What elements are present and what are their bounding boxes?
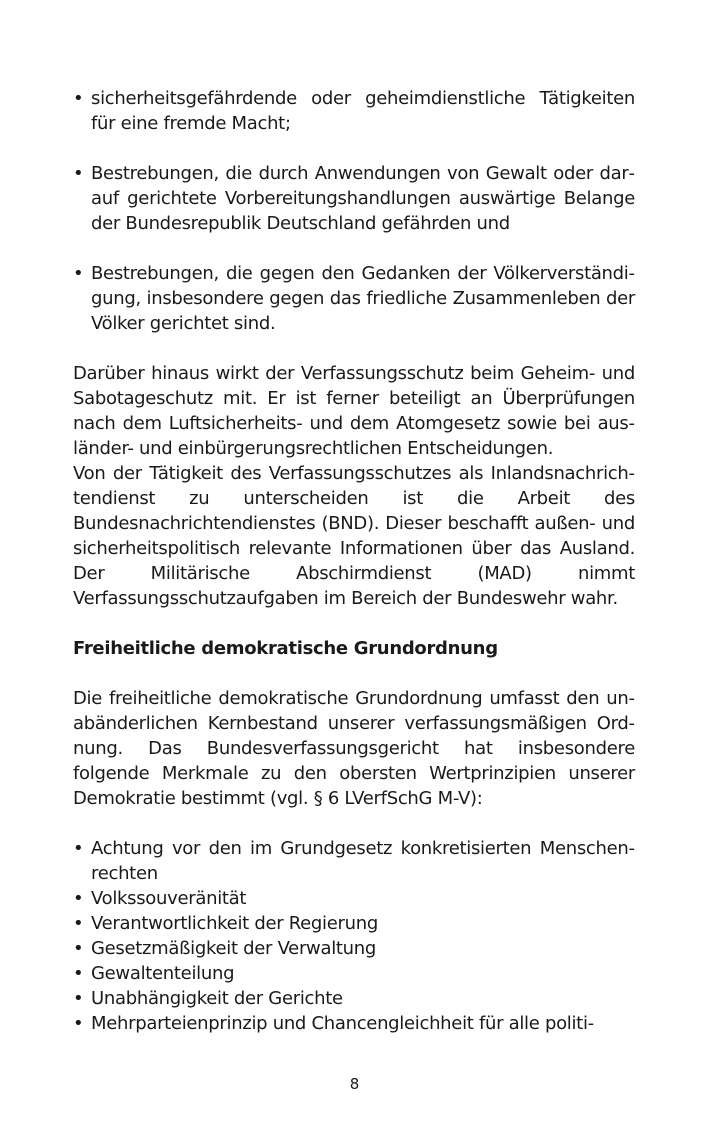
list-item: • Mehrparteienprinzip und Chancengleichheit für alle politi- (73, 1011, 635, 1036)
list-item: • Verantwortlichkeit der Regierung (73, 911, 635, 936)
list-item: • sicherheitsgefährdende oder geheimdienstliche Tätigkeiten für eine fremde Macht; (73, 86, 635, 136)
principles-list (73, 836, 635, 1036)
document-page (73, 86, 635, 1036)
list-item: • Achtung vor den im Grundgesetz konkretisierten Menschenrechten (73, 836, 635, 886)
list-item: • Bestrebungen, die gegen den Gedanken der Völkerverständigung, insbesondere gegen das friedliche Zusammenleben der Völker gerichtet sind. (73, 261, 635, 336)
list-item: • Unabhängigkeit der Gerichte (73, 986, 635, 1011)
section-heading: Freiheitliche demokratische Grundordnung (73, 638, 498, 659)
list-item: • Volkssouveränität (73, 886, 635, 911)
list-item: • Gesetzmäßigkeit der Verwaltung (73, 936, 635, 961)
threat-list (73, 86, 635, 336)
list-item: • Bestrebungen, die durch Anwendungen von Gewalt oder darauf gerichtete Vorbereitungshandlungen auswärtige Belange der Bundesrepublik Deutschland gefährden und (73, 161, 635, 236)
page-number: 8 (349, 1075, 360, 1093)
paragraph-fdgo: Die freiheitliche demokratische Grundordnung umfasst den unabänderlichen Kernbestand unserer verfassungsmäßigen Ordnung. Das Bundesverfassungsgericht hat insbesondere folgende Merkmale zu den obersten Wertprinzipien unserer Demokratie bestimmt (vgl. § 6 LVerfSchG M-V): (73, 688, 635, 809)
spacer (73, 661, 635, 686)
spacer (73, 336, 635, 361)
spacer (73, 611, 635, 636)
spacer (73, 811, 635, 836)
list-item: • Gewaltenteilung (73, 961, 635, 986)
paragraph-participation: Darüber hinaus wirkt der Verfassungsschutz beim Geheim- und Sabotageschutz mit. Er ist ferner beteiligt an Überprüfungen nach dem Luftsicherheits- und dem Atomgesetz sowie bei ausländer- und einbürgerungsrechtlichen Entscheidungen. (73, 363, 635, 459)
paragraph-distinction: Von der Tätigkeit des Verfassungsschutzes als Inlandsnachrichtendienst zu unterscheiden ist die Arbeit des Bundesnachrichtendienstes (BND). Dieser beschafft außen- und sicherheitspolitisch relevante Informationen über das Ausland. Der Militärische Abschirmdienst (MAD) nimmt Verfassungsschutzaufgaben im Bereich der Bundeswehr wahr. (73, 463, 635, 609)
